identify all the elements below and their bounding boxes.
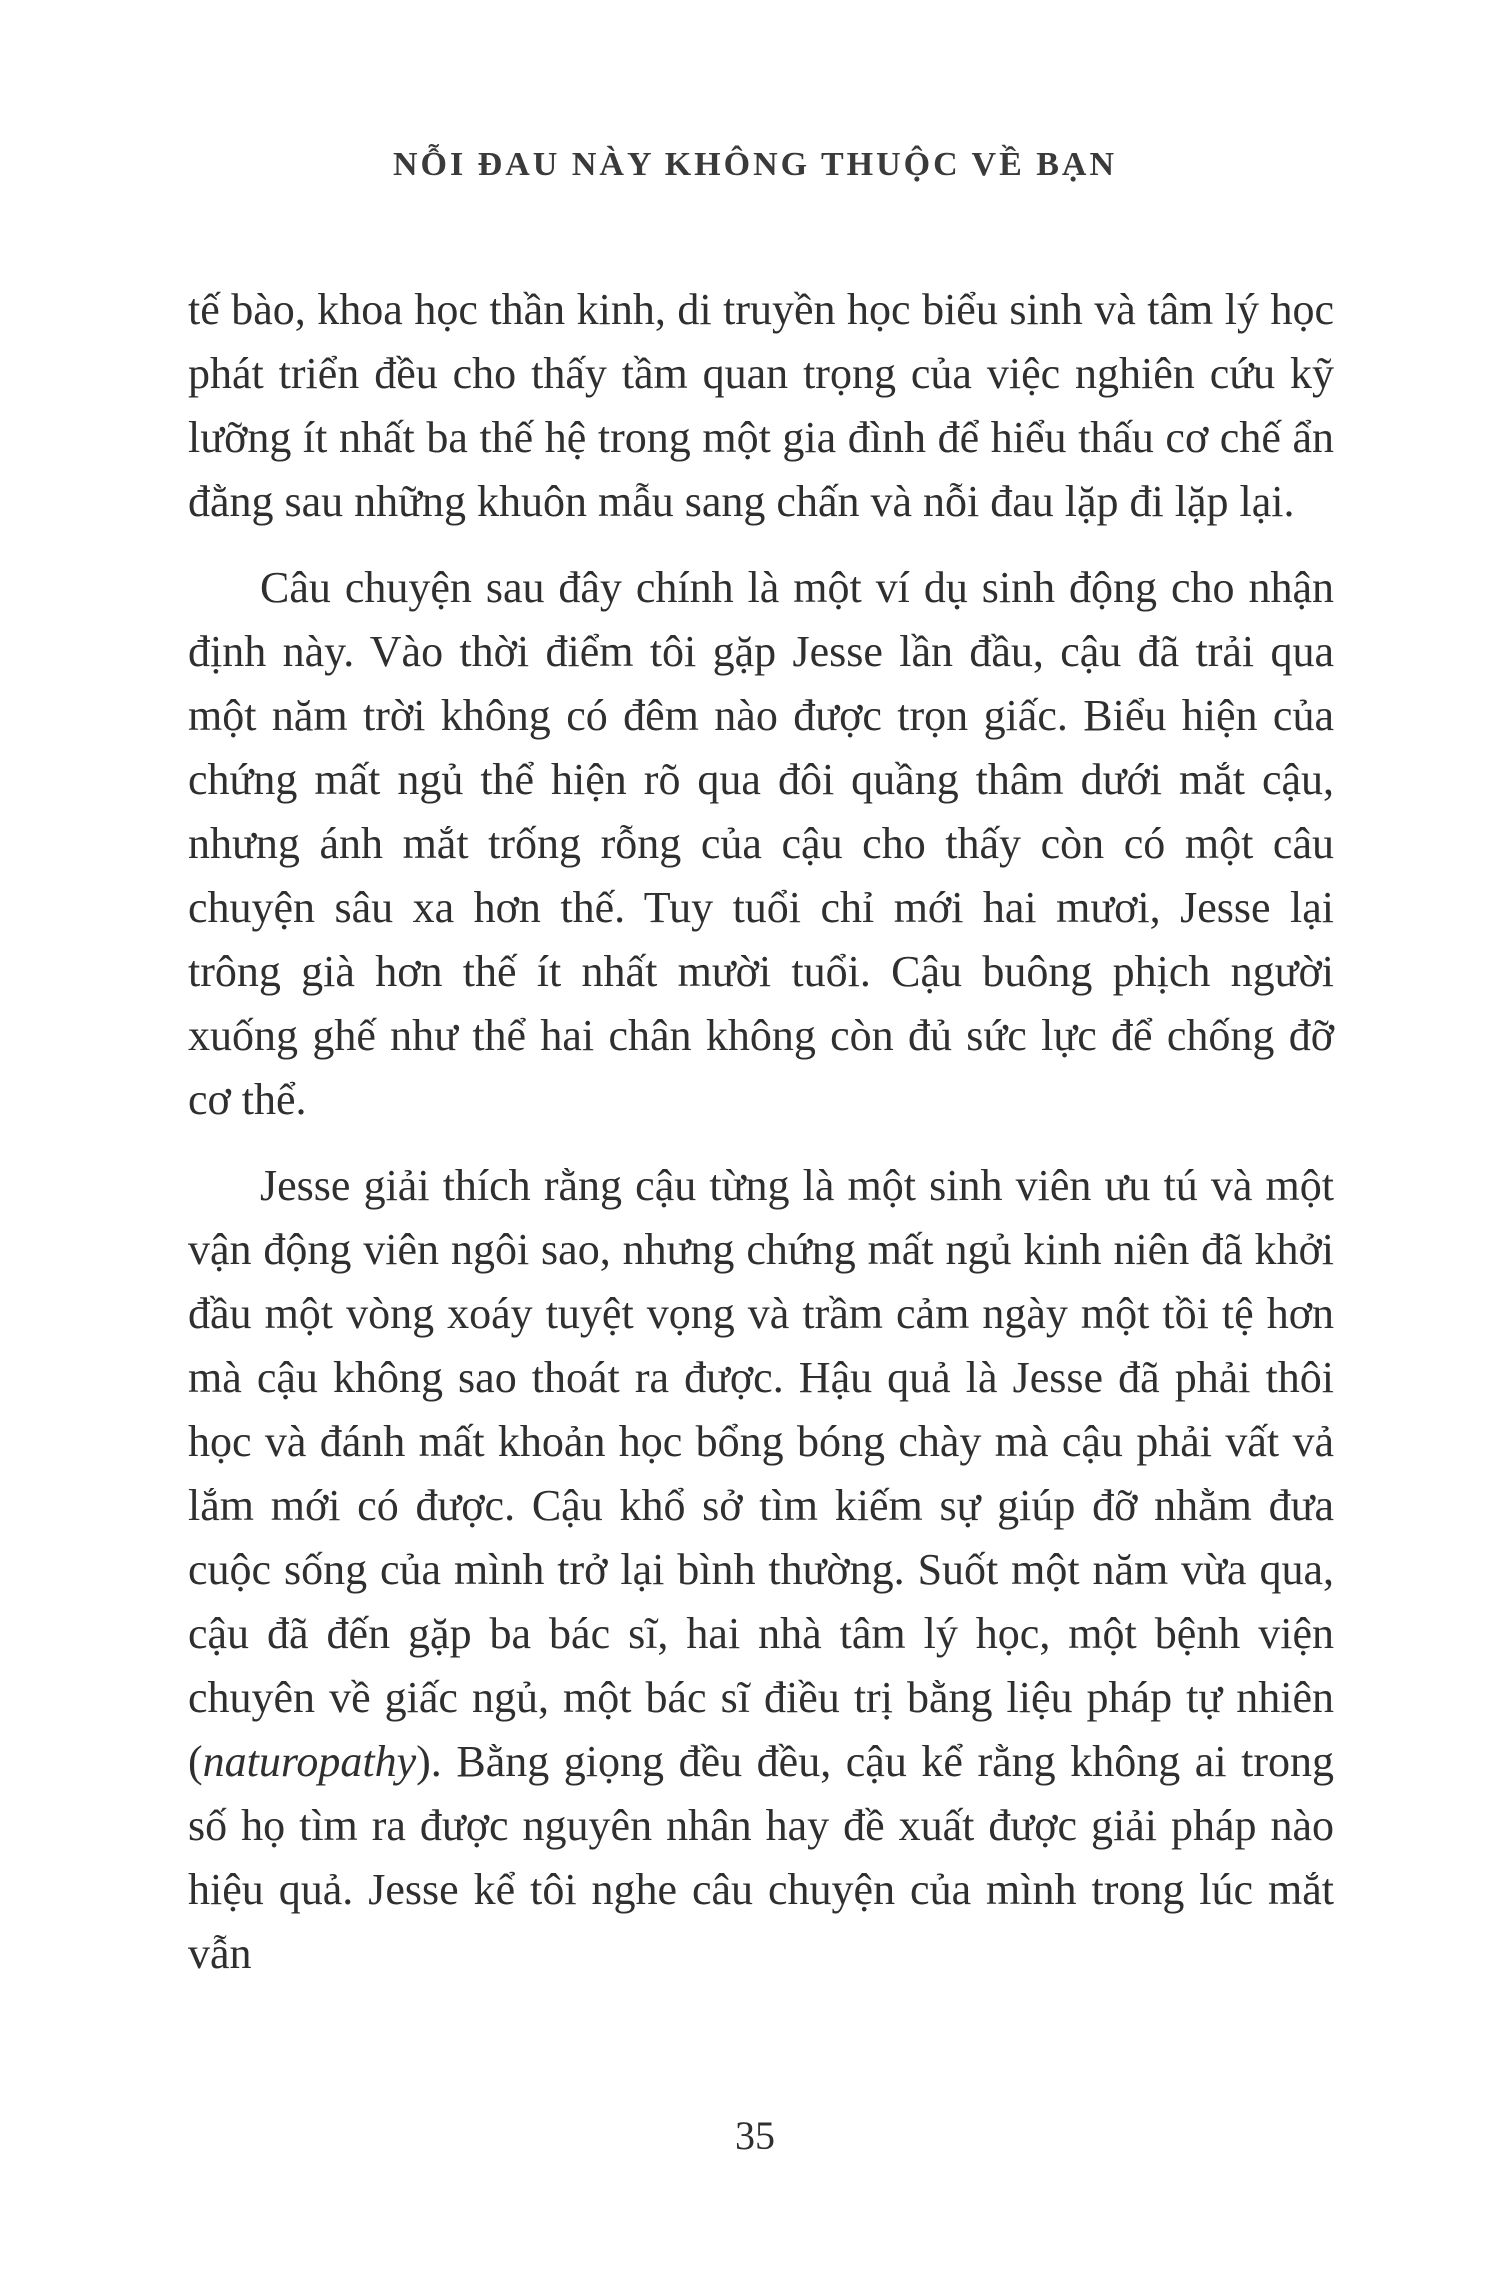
paragraph-text-before: Jesse giải thích rằng cậu từng là một sinh viên ưu tú và một vận động viên ngôi sao, nhưng chứng mất ngủ kinh niên đã khởi đầu một vòng xoáy tuyệt vọng và trầm cảm ngày một tồi tệ hơn mà cậu không sao thoát ra được. Hậu quả là Jesse đã phải thôi học và đánh mất khoản học bổng bóng chày mà cậu phải vất vả lắm mới có được. Cậu khổ sở tìm kiếm sự giúp đỡ nhằm đưa cuộc sống của mình trở lại bình thường. Suốt một năm vừa qua, cậu đã đến gặp ba bác sĩ, hai nhà tâm lý học, một bệnh viện chuyên về giấc ngủ, một bác sĩ điều trị bằng liệu pháp tự nhiên ( bbox=[188, 1161, 1334, 1786]
running-header: NỖI ĐAU NÀY KHÔNG THUỘC VỀ BẠN bbox=[392, 146, 1118, 183]
page-number: 35 bbox=[735, 2113, 775, 2158]
body-paragraph-2: Câu chuyện sau đây chính là một ví dụ sinh động cho nhận định này. Vào thời điểm tôi gặp Jesse lần đầu, cậu đã trải qua một năm trời không có đêm nào được trọn giấc. Biểu hiện của chứng mất ngủ thể hiện rõ qua đôi quầng thâm dưới mắt cậu, nhưng ánh mắt trống rỗng của cậu cho thấy còn có một câu chuyện sâu xa hơn thế. Tuy tuổi chỉ mới hai mươi, Jesse lại trông già hơn thế ít nhất mười tuổi. Cậu buông phịch người xuống ghế như thể hai chân không còn đủ sức lực để chống đỡ cơ thể. bbox=[188, 563, 1334, 1124]
paragraph-text-after: ). Bằng giọng đều đều, cậu kể rằng không ai trong số họ tìm ra được nguyên nhân hay đề xuất được giải pháp nào hiệu quả. Jesse kể tôi nghe câu chuyện của mình trong lúc mắt vẫn bbox=[188, 1737, 1334, 1978]
body-paragraph-3 bbox=[188, 1154, 1334, 1986]
page-content bbox=[188, 278, 1334, 2008]
italic-term: naturopathy bbox=[202, 1737, 417, 1786]
body-paragraph-1: tế bào, khoa học thần kinh, di truyền học biểu sinh và tâm lý học phát triển đều cho thấy tầm quan trọng của việc nghiên cứu kỹ lưỡng ít nhất ba thế hệ trong một gia đình để hiểu thấu cơ chế ẩn đằng sau những khuôn mẫu sang chấn và nỗi đau lặp đi lặp lại. bbox=[188, 285, 1334, 526]
